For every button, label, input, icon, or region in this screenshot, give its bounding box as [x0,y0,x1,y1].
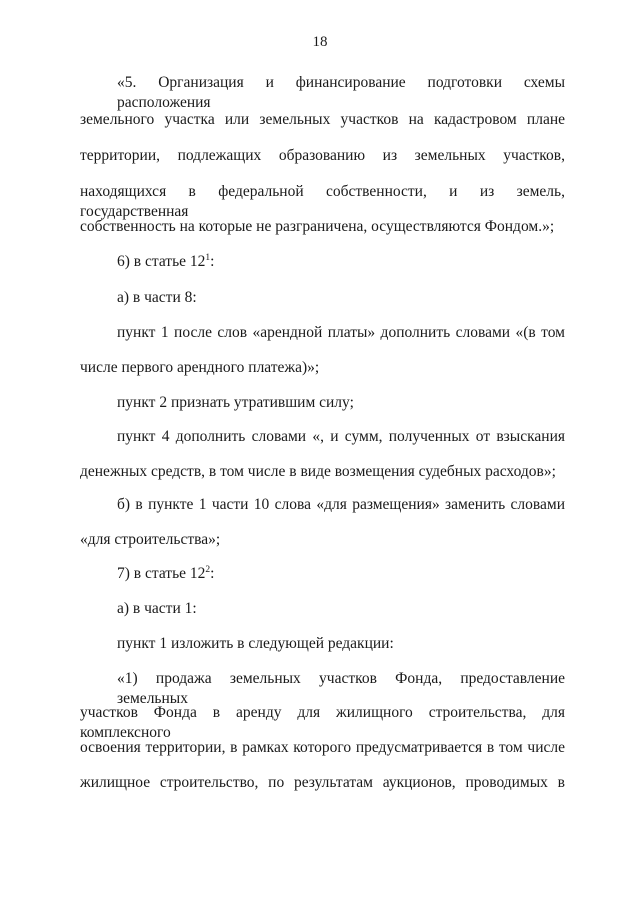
text-line: пункт 1 после слов «арендной платы» дополнить словами «(в том [117,324,565,341]
text-span: : [210,565,215,582]
text-line: «1) продажа земельных участков Фонда, предоставление земельных [117,670,565,707]
text-line: б) в пункте 1 части 10 слова «для размещения» заменить словами [117,496,565,513]
text-line: а) в части 1: [117,600,197,617]
text-line: собственность на которые не разграничена, осуществляются Фондом.»; [80,218,555,235]
text-line: территории, подлежащих образованию из земельных участков, [80,147,565,164]
superscript: 2 [205,565,211,575]
text-span: 6) в статье 12 [117,253,206,270]
text-line: денежных средств, в том числе в виде возмещения судебных расходов»; [80,463,556,480]
text-line: участков Фонда в аренду для жилищного строительства, для комплексного [80,704,565,741]
text-line: пункт 2 признать утратившим силу; [117,394,354,411]
text-span: : [210,253,215,270]
text-line: пункт 1 изложить в следующей редакции: [117,635,394,652]
text-span: 7) в статье 12 [117,565,206,582]
text-line: а) в части 8: [117,289,197,306]
text-line [117,252,565,272]
text-line: пункт 4 дополнить словами «, и сумм, полученных от взыскания [117,428,565,445]
text-line: «для строительства»; [80,531,221,548]
page-number: 18 [312,34,328,50]
text-line: жилищное строительство, по результатам аукционов, проводимых в [80,774,565,791]
text-line: освоения территории, в рамках которого предусматривается в том числе [80,739,565,756]
text-line: земельного участка или земельных участков на кадастровом плане [80,111,565,128]
text-line: «5. Организация и финансирование подготовки схемы расположения [117,74,565,111]
text-line: числе первого арендного платежа)»; [80,359,320,376]
text-line [117,564,565,584]
superscript: 1 [205,253,211,263]
text-line: находящихся в федеральной собственности, и из земель, государственная [80,183,565,220]
